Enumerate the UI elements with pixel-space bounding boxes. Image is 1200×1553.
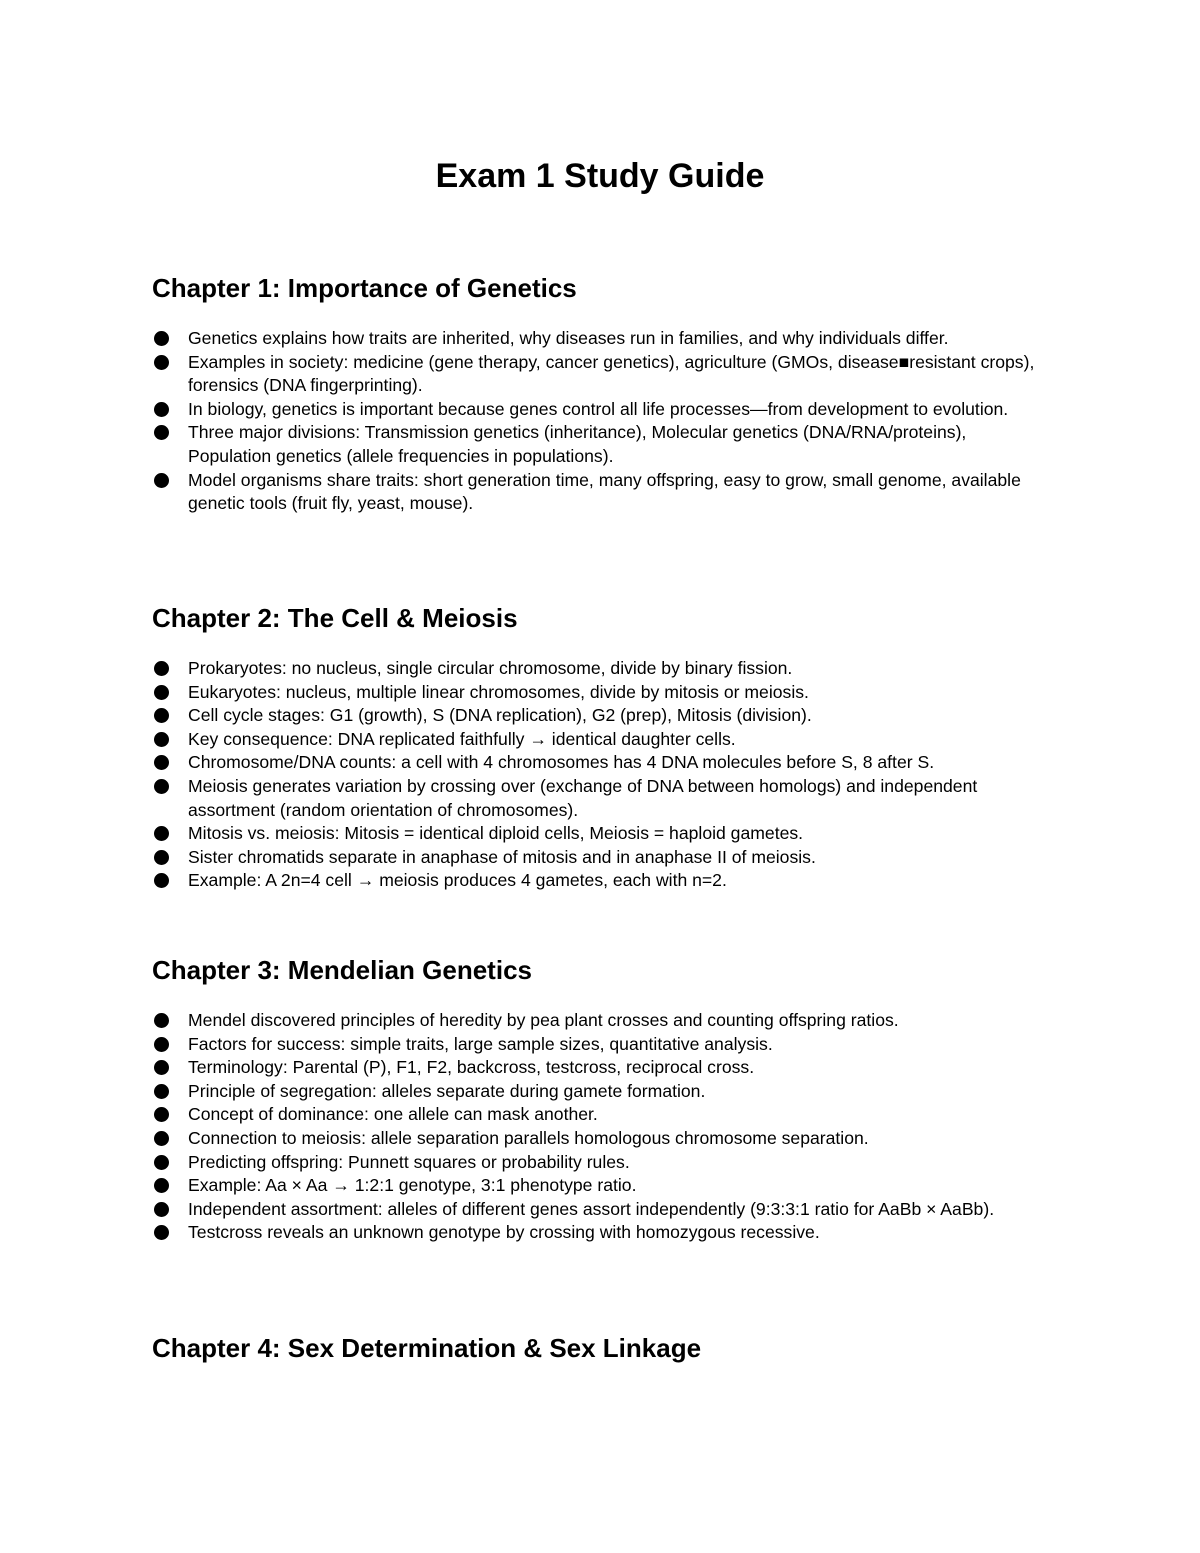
list-item-text: Examples in society: medicine (gene therapy, cancer genetics), agriculture (GMOs, disease■resistant crops), forensics (DNA fingerprinting).	[188, 351, 1035, 396]
list-item-text: Meiosis generates variation by crossing over (exchange of DNA between homologs) and independent assortment (random orientation of chromosomes).	[188, 775, 978, 820]
list-item	[152, 657, 1052, 681]
list-item-text: Principle of segregation: alleles separate during gamete formation.	[188, 1080, 706, 1101]
bullet-icon	[154, 1202, 169, 1217]
list-item	[152, 1103, 1052, 1127]
list-item	[152, 704, 1052, 728]
list-item	[152, 1080, 1052, 1104]
bullet-icon	[154, 755, 169, 770]
chapter-3-list	[152, 1009, 1052, 1245]
list-item-text: Independent assortment: alleles of different genes assort independently (9:3:3:1 ratio for AaBb × AaBb).	[188, 1198, 995, 1219]
list-item	[152, 398, 1052, 422]
bullet-icon	[154, 331, 169, 346]
document-title: Exam 1 Study Guide	[435, 157, 765, 195]
list-item-text: Testcross reveals an unknown genotype by crossing with homozygous recessive.	[188, 1222, 820, 1243]
chapter-1-list	[152, 327, 1052, 516]
bullet-icon	[154, 473, 169, 488]
list-item-text: Eukaryotes: nucleus, multiple linear chromosomes, divide by mitosis or meiosis.	[188, 681, 809, 702]
list-item	[152, 846, 1052, 870]
list-item-text: Factors for success: simple traits, large sample sizes, quantitative analysis.	[188, 1033, 773, 1054]
list-item	[152, 1056, 1052, 1080]
chapter-1-heading: Chapter 1: Importance of Genetics	[152, 273, 577, 303]
list-item	[152, 822, 1052, 846]
chapter-2-heading: Chapter 2: The Cell & Meiosis	[152, 603, 518, 633]
bullet-icon	[154, 1037, 169, 1052]
chapter-3-section	[152, 953, 1052, 1245]
list-item	[152, 728, 1052, 752]
bullet-icon	[154, 1225, 169, 1240]
list-item-text: Prokaryotes: no nucleus, single circular chromosome, divide by binary fission.	[188, 658, 793, 678]
list-item-text: Model organisms share traits: short generation time, many offspring, easy to grow, small genome, available genetic tools (fruit fly, yeast, mouse).	[188, 469, 1021, 514]
bullet-icon	[154, 1107, 169, 1122]
list-item-text: Chromosome/DNA counts: a cell with 4 chromosomes has 4 DNA molecules before S, 8 after S.	[188, 752, 935, 773]
list-item	[152, 1174, 1052, 1198]
bullet-icon	[154, 732, 169, 747]
bullet-icon	[154, 708, 169, 723]
list-item	[152, 751, 1052, 775]
chapter-2-list	[152, 657, 1052, 893]
bullet-icon	[154, 425, 169, 440]
list-item	[152, 1221, 1052, 1245]
list-item-text: Genetics explains how traits are inherited, why diseases run in families, and why individuals differ.	[188, 328, 949, 348]
bullet-icon	[154, 1084, 169, 1099]
list-item	[152, 1151, 1052, 1175]
list-item-text: Example: Aa × Aa → 1:2:1 genotype, 3:1 phenotype ratio.	[188, 1175, 637, 1196]
list-item	[152, 421, 1052, 468]
chapter-3-heading: Chapter 3: Mendelian Genetics	[152, 955, 532, 985]
list-item	[152, 1033, 1052, 1057]
list-item	[152, 681, 1052, 705]
list-item-text: Three major divisions: Transmission genetics (inheritance), Molecular genetics (DNA/RNA/proteins), Population genetics (allele frequencies in populations).	[188, 422, 967, 466]
list-item-text: In biology, genetics is important because genes control all life processes—from development to evolution.	[188, 398, 1009, 419]
list-item-text: Example: A 2n=4 cell → meiosis produces 4 gametes, each with n=2.	[188, 870, 727, 891]
bullet-icon	[154, 661, 169, 676]
bullet-icon	[154, 1178, 169, 1193]
chapter-2-section	[152, 601, 1052, 893]
list-item-text: Terminology: Parental (P), F1, F2, backcross, testcross, reciprocal cross.	[188, 1057, 755, 1078]
bullet-icon	[154, 1060, 169, 1075]
list-item-text: Connection to meiosis: allele separation parallels homologous chromosome separation.	[188, 1127, 869, 1148]
list-item-text: Key consequence: DNA replicated faithfully → identical daughter cells.	[188, 728, 736, 749]
list-item-text: Concept of dominance: one allele can mask another.	[188, 1104, 598, 1125]
bullet-icon	[154, 355, 169, 370]
bullet-icon	[154, 685, 169, 700]
list-item-text: Mendel discovered principles of heredity by pea plant crosses and counting offspring ratios.	[188, 1010, 899, 1030]
list-item-text: Sister chromatids separate in anaphase of mitosis and in anaphase II of meiosis.	[188, 846, 816, 867]
list-item	[152, 327, 1052, 351]
chapter-4-heading: Chapter 4: Sex Determination & Sex Linkage	[152, 1333, 702, 1363]
bullet-icon	[154, 850, 169, 865]
list-item	[152, 775, 1052, 822]
list-item-text: Predicting offspring: Punnett squares or probability rules.	[188, 1151, 630, 1172]
list-item	[152, 351, 1052, 398]
bullet-icon	[154, 1013, 169, 1028]
list-item	[152, 1198, 1052, 1222]
bullet-icon	[154, 873, 169, 888]
chapter-4-section	[152, 1331, 1052, 1365]
list-item-text: Mitosis vs. meiosis: Mitosis = identical diploid cells, Meiosis = haploid gametes.	[188, 823, 804, 844]
list-item	[152, 1127, 1052, 1151]
bullet-icon	[154, 1131, 169, 1146]
list-item-text: Cell cycle stages: G1 (growth), S (DNA replication), G2 (prep), Mitosis (division).	[188, 705, 812, 726]
list-item	[152, 469, 1052, 516]
bullet-icon	[154, 779, 169, 794]
list-item	[152, 1009, 1052, 1033]
list-item	[152, 869, 1052, 893]
chapter-1-section	[152, 271, 1052, 516]
bullet-icon	[154, 1155, 169, 1170]
bullet-icon	[154, 402, 169, 417]
bullet-icon	[154, 826, 169, 841]
